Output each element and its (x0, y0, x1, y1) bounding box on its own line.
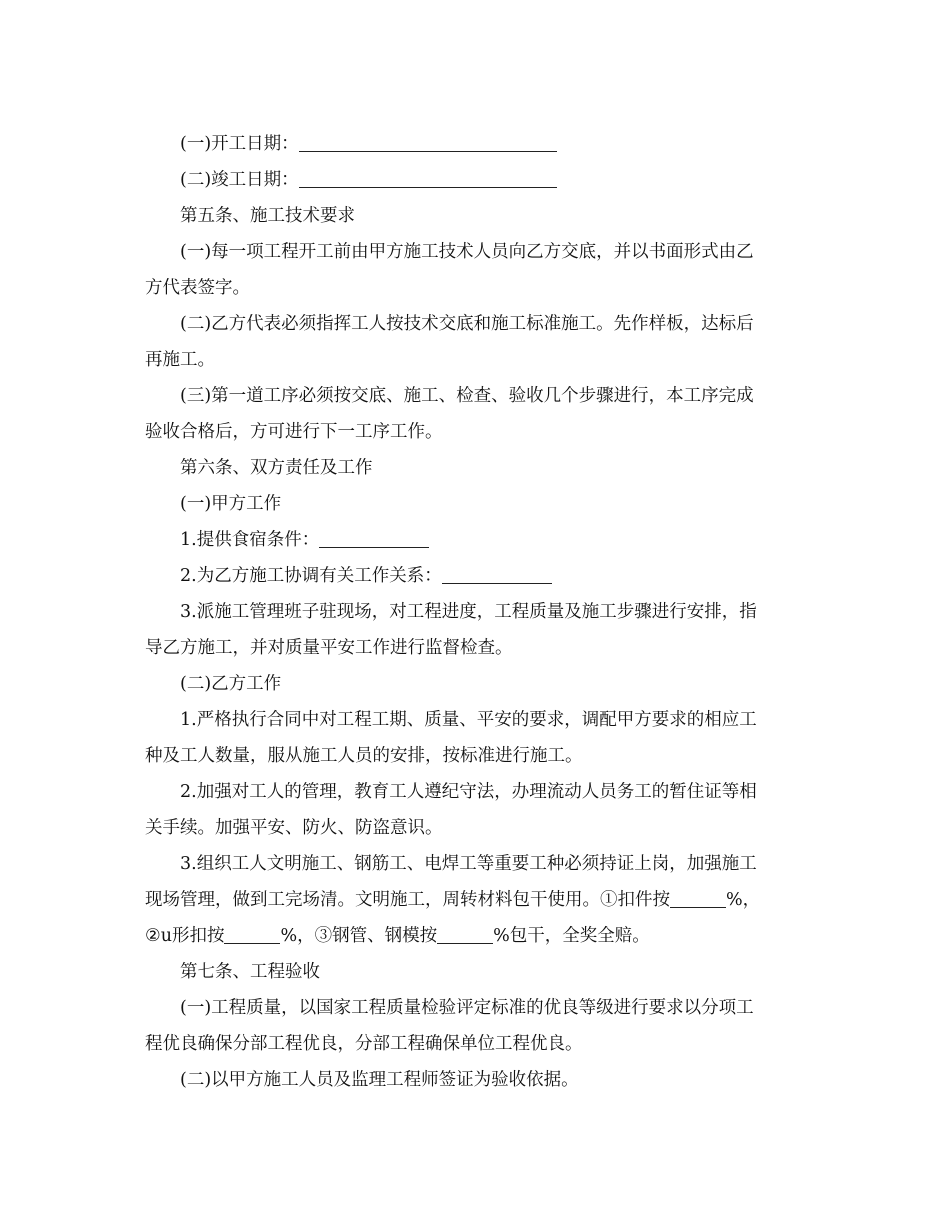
article-5-clause-2: (二)乙方代表必须指挥工人按技术交底和施工标准施工。先作样板，达标后 (180, 314, 754, 334)
party-b-title: (二)乙方工作 (180, 674, 282, 694)
party-a-item-3-cont: 导乙方施工，并对质量平安工作进行监督检查。 (145, 638, 513, 658)
article-7-clause-1-cont: 程优良确保分部工程优良，分部工程确保单位工程优良。 (145, 1034, 583, 1054)
end-date-label: (二)竣工日期： (180, 170, 299, 190)
end-date-line (145, 162, 800, 198)
article-7-clause-1: (一)工程质量，以国家工程质量检验评定标准的优良等级进行要求以分项工 (180, 998, 754, 1018)
article-5-clause-2-cont: 再施工。 (145, 350, 215, 370)
party-a-item-3: 3.派施工管理班子驻现场，对工程进度，工程质量及施工步骤进行安排，指 (180, 602, 757, 622)
u-clamp-text: ②u形扣按 (145, 926, 225, 946)
contract-body (145, 126, 800, 1098)
party-b-item-1-cont: 种及工人数量，服从施工人员的安排，按标准进行施工。 (145, 746, 583, 766)
article-6-title: 第六条、双方责任及工作 (180, 458, 373, 478)
party-b-item-3-cont-2 (145, 918, 800, 954)
party-a-item-2-label: 2.为乙方施工协调有关工作关系： (180, 566, 442, 586)
party-b-item-3-cont (145, 882, 800, 918)
u-clamp-percent-blank (224, 923, 280, 944)
start-date-label: (一)开工日期： (180, 134, 299, 154)
fastener-percent-blank (670, 887, 726, 908)
article-5-clause-3: (三)第一道工序必须按交底、施工、检查、验收几个步骤进行，本工序完成 (180, 386, 754, 406)
start-date-blank (299, 131, 557, 152)
article-5-clause-1-cont: 方代表签字。 (145, 278, 250, 298)
start-date-line (145, 126, 800, 162)
party-a-item-1-label: 1.提供食宿条件： (180, 530, 320, 550)
party-b-item-3: 3.组织工人文明施工、钢筋工、电焊工等重要工种必须持证上岗，加强施工 (180, 854, 757, 874)
party-b-item-1: 1.严格执行合同中对工程工期、质量、平安的要求，调配甲方要求的相应工 (180, 710, 757, 730)
party-a-item-1 (145, 522, 800, 558)
party-b-item-2: 2.加强对工人的管理，教育工人遵纪守法，办理流动人员务工的暂住证等相 (180, 782, 757, 802)
party-b-item-2-cont: 关手续。加强平安、防火、防盗意识。 (145, 818, 443, 838)
end-date-blank (299, 167, 557, 188)
article-7-title: 第七条、工程验收 (180, 962, 320, 982)
party-a-item-2 (145, 558, 800, 594)
steel-pipe-percent-blank (437, 923, 493, 944)
fastener-text: 现场管理，做到工完场清。文明施工，周转材料包干使用。①扣件按 (145, 890, 670, 910)
party-a-title: (一)甲方工作 (180, 494, 282, 514)
fastener-percent-sign: %， (726, 890, 761, 910)
article-5-clause-3-cont: 验收合格后，方可进行下一工序工作。 (145, 422, 443, 442)
party-a-item-1-blank (319, 527, 429, 548)
party-a-item-2-blank (442, 563, 552, 584)
article-7-clause-2: (二)以甲方施工人员及监理工程师签证为验收依据。 (180, 1070, 579, 1090)
article-5-title: 第五条、施工技术要求 (180, 206, 355, 226)
contract-terms-text: %包干，全奖全赔。 (493, 926, 650, 946)
steel-pipe-text: %，③钢管、钢模按 (280, 926, 438, 946)
article-5-clause-1: (一)每一项工程开工前由甲方施工技术人员向乙方交底，并以书面形式由乙 (180, 242, 754, 262)
